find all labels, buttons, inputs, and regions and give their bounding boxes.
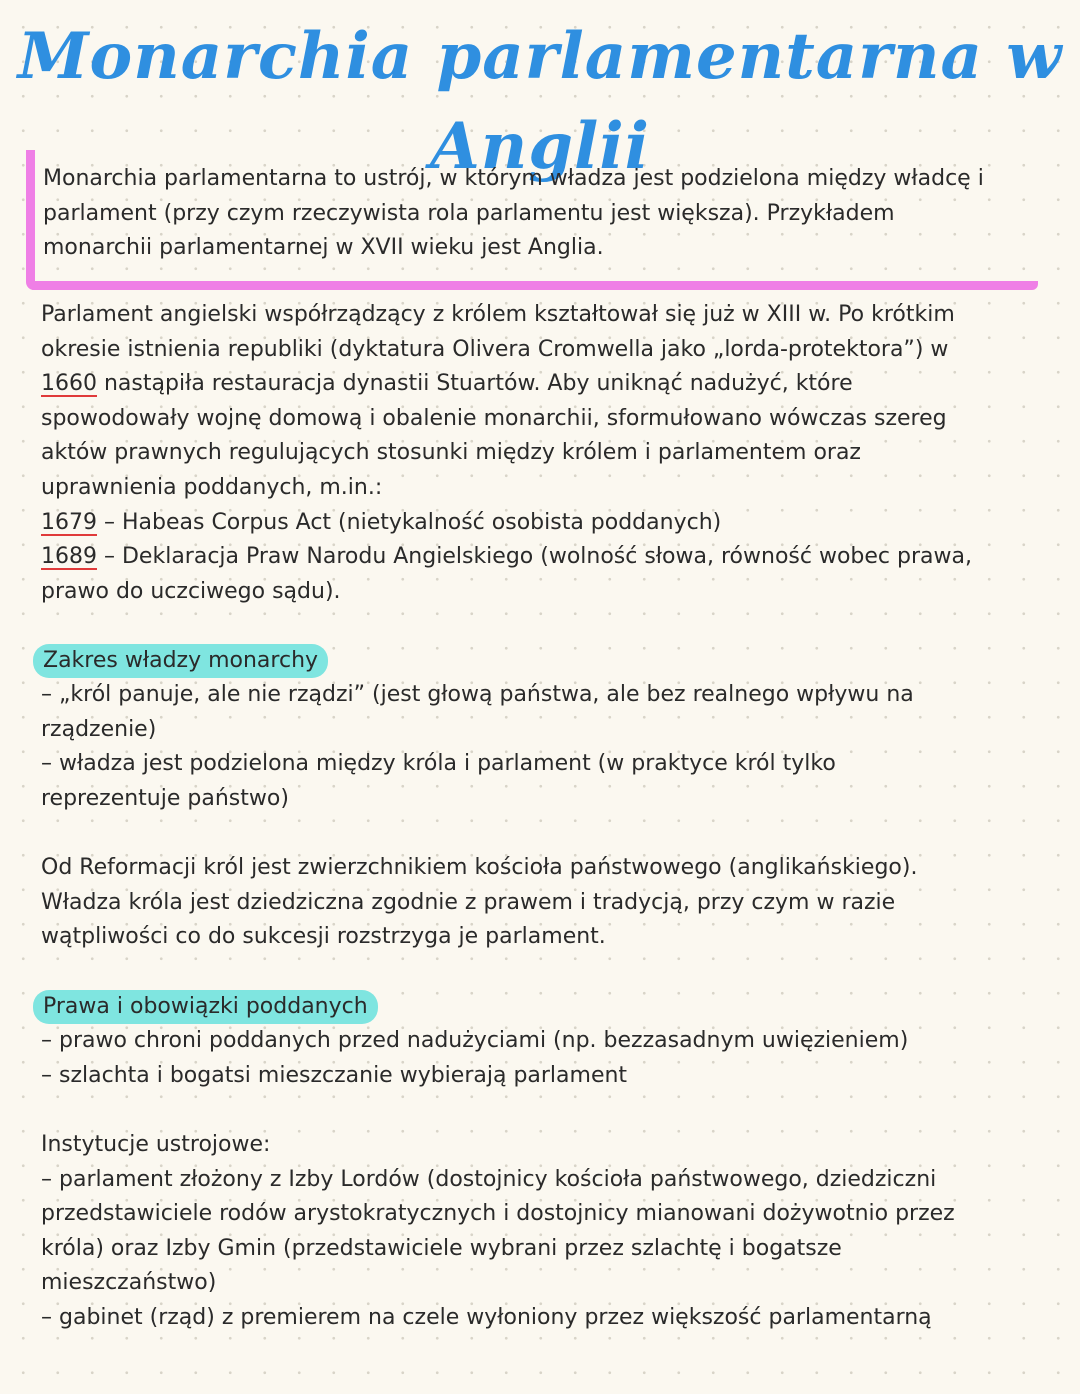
history-line: Parlament angielski współrządzący z królem kształtował się już w XIII w. Po krótkim [41,302,955,327]
definition-line: parlament (przy czym rzeczywista rola parlamentu jest większa). Przykładem [43,200,895,226]
year-1689: 1689 [41,544,97,570]
list-item: – prawo chroni poddanych przed nadużyciami (np. bezzasadnym uwięzieniem) [41,1028,909,1053]
list-item: – szlachta i bogatsi mieszczanie wybierają parlament [41,1062,628,1088]
page-title: Monarchia parlamentarna w Anglii [17,19,1063,184]
church-paragraph [41,851,1041,955]
history-line: uprawnienia poddanych, m.in.: [41,474,383,500]
year-1679: 1679 [41,509,97,535]
institutions-section [41,1128,1041,1336]
church-line: Od Reformacji król jest zwierzchnikiem kościoła państwowego (anglikańskiego). [41,855,918,880]
history-line-text: nastąpiła restauracja dynastii Stuartów. Aby uniknąć nadużyć, które [97,371,853,397]
list-item: – władza jest podzielona między króla i parlament (w praktyce król tylko [41,751,836,777]
church-section [41,851,1041,955]
church-line: wątpliwości co do sukcesji rozstrzyga je parlament. [41,924,606,950]
definition-line: monarchii parlamentarnej w XVII wieku jest Anglia. [43,235,604,261]
church-line: Władza króla jest dziedziczna zgodnie z prawem i tradycją, przy czym w razie [41,889,896,915]
history-line [41,367,1041,402]
act-item-continued: prawo do uczciwego sądu). [41,578,341,604]
power-section [41,644,1041,816]
institutions-heading: Instytucje ustrojowe: [41,1132,271,1157]
rights-heading: Prawa i obowiązki poddanych [33,990,378,1024]
list-item: mieszczaństwo) [41,1270,217,1296]
list-item: – „król panuje, ale nie rządzi” (jest głową państwa, ale bez realnego wpływu na [41,682,914,707]
act-text: – Deklaracja Praw Narodu Angielskiego (wolność słowa, równość wobec prawa, [97,544,972,570]
rights-list [41,1024,1041,1093]
power-list [41,678,1041,816]
history-line: okresie istnienia republiki (dyktatura Olivera Cromwella jako „lorda-protektora”) w [41,336,949,362]
rights-section [41,990,1041,1093]
history-section [41,298,1041,609]
institutions-list [41,1128,1041,1336]
list-item: – gabinet (rząd) z premierem na czele wyłoniony przez większość parlamentarną [41,1304,932,1330]
year-1660: 1660 [41,371,97,397]
history-line: spowodowały wojnę domową i obalenie monarchii, sformułowano wówczas szereg [41,405,947,431]
definition-text [43,162,1028,266]
list-item: – parlament złożony z Izby Lordów (dostojnicy kościoła państwowego, dziedziczni [41,1166,937,1192]
definition-box [26,150,1038,290]
definition-line: Monarchia parlamentarna to ustrój, w którym władza jest podzielona między władcę i [43,166,984,191]
act-item [41,540,1041,575]
act-text: – Habeas Corpus Act (nietykalność osobista poddanych) [97,509,722,535]
list-item: reprezentuje państwo) [41,785,289,811]
power-heading: Zakres władzy monarchy [33,644,328,678]
act-item [41,506,1041,541]
history-line: aktów prawnych regulujących stosunki między królem i parlamentem oraz [41,440,861,466]
list-item: przedstawiciele rodów arystokratycznych i dostojnicy mianowani dożywotnio przez [41,1201,955,1227]
list-item: rządzenie) [41,716,157,742]
list-item: króla) oraz Izby Gmin (przedstawiciele wybrani przez szlachtę i bogatsze [41,1235,842,1261]
history-paragraph [41,298,1041,609]
